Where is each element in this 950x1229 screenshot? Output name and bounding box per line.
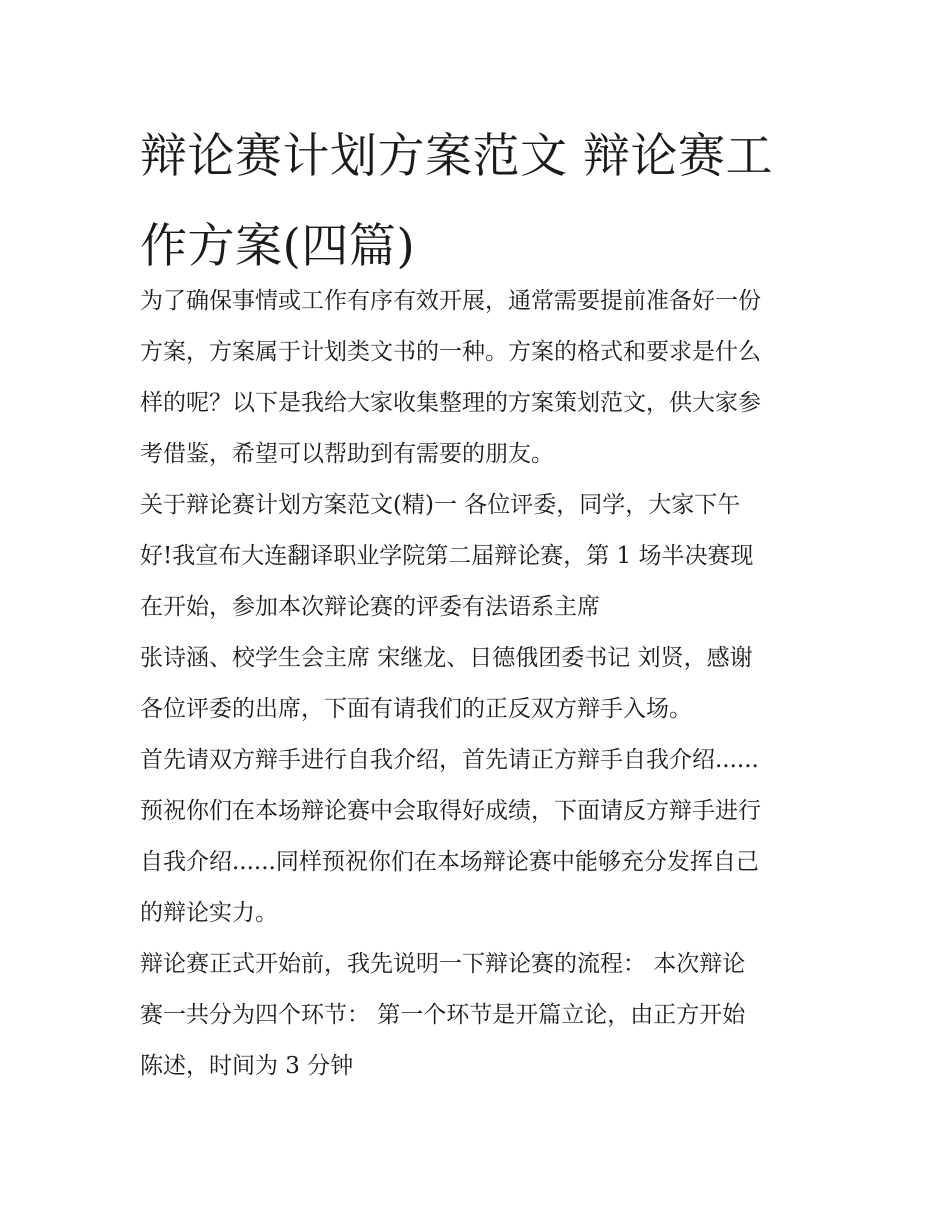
body-line: 辩论赛正式开始前，我先说明一下辩论赛的流程： 本次辩论 xyxy=(140,951,746,977)
title-line-1: 辩论赛计划方案范文 辩论赛工 xyxy=(140,129,773,184)
document-title xyxy=(140,112,820,292)
body-line: 赛一共分为四个环节： 第一个环节是开篇立论，由正方开始 xyxy=(140,1002,746,1028)
body-line: 方案，方案属于计划类文书的一种。方案的格式和要求是什么 xyxy=(140,339,761,365)
body-line: 的辩论实力。 xyxy=(140,900,278,926)
body-line: 陈述，时间为 3 分钟 xyxy=(140,1053,354,1079)
body-line: 考借鉴，希望可以帮助到有需要的朋友。 xyxy=(140,441,554,467)
title-line-2: 作方案(四篇) xyxy=(140,219,416,274)
body-line: 关于辩论赛计划方案范文(精)一 各位评委，同学，大家下午 xyxy=(140,492,741,518)
body-line: 在开始，参加本次辩论赛的评委有法语系主席 xyxy=(140,594,600,620)
body-line: 自我介绍......同样预祝你们在本场辩论赛中能够充分发挥自己 xyxy=(140,849,759,875)
body-line: 好!我宣布大连翻译职业学院第二届辩论赛，第 1 场半决赛现 xyxy=(140,543,754,569)
body-line: 为了确保事情或工作有序有效开展，通常需要提前准备好一份 xyxy=(140,288,761,314)
body-line: 各位评委的出席，下面有请我们的正反双方辩手入场。 xyxy=(140,696,692,722)
body-line: 预祝你们在本场辩论赛中会取得好成绩，下面请反方辩手进行 xyxy=(140,798,761,824)
body-line: 样的呢？以下是我给大家收集整理的方案策划范文，供大家参 xyxy=(140,390,761,416)
document-body xyxy=(140,276,840,1092)
body-line: 张诗涵、校学生会主席 宋继龙、日德俄团委书记 刘贤，感谢 xyxy=(140,645,753,671)
body-line: 首先请双方辩手进行自我介绍，首先请正方辩手自我介绍...... xyxy=(140,747,759,773)
